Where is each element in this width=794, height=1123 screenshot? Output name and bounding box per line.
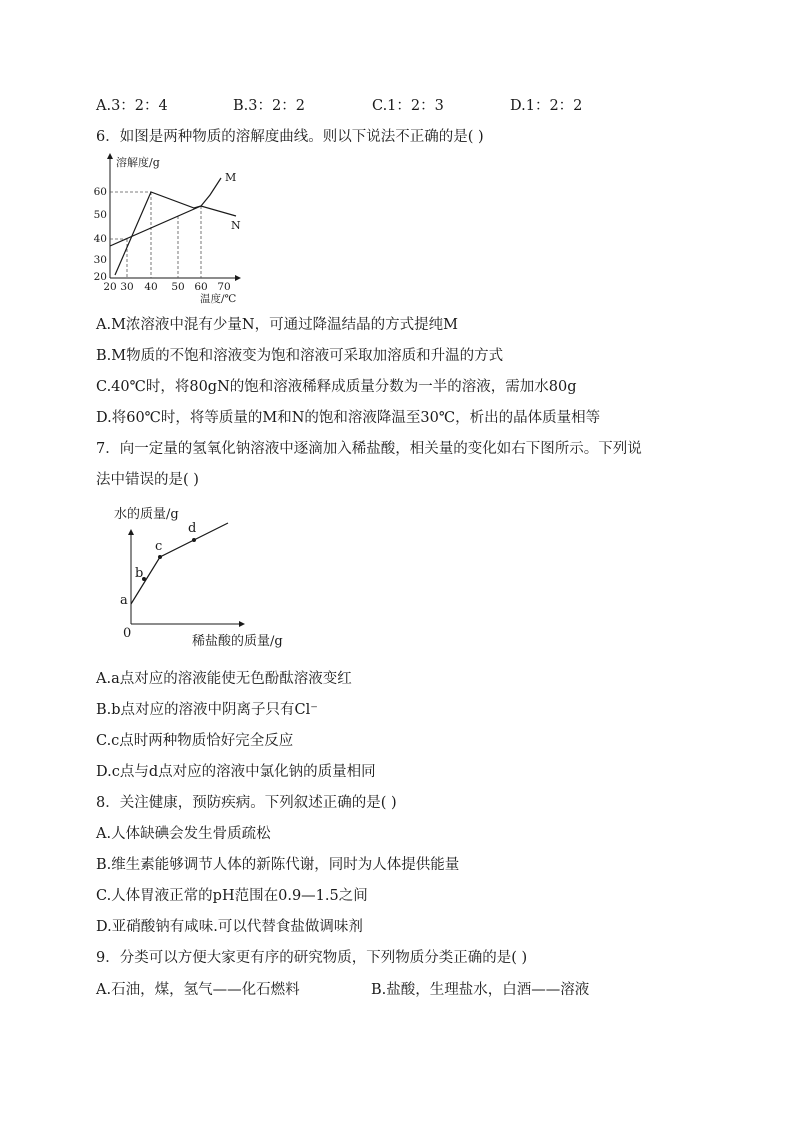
point-label-a: a xyxy=(120,593,128,608)
q7-option-d: D.c点与d点对应的溶液中氯化钠的质量相同 xyxy=(96,764,376,780)
q6-stem: 6．如图是两种物质的溶解度曲线。则以下说法不正确的是( ) xyxy=(96,129,484,145)
q7-option-b: B.b点对应的溶液中阴离子只有Cl⁻ xyxy=(96,702,318,718)
q7-option-c: C.c点时两种物质恰好完全反应 xyxy=(96,733,294,749)
point-label-c: c xyxy=(155,539,163,554)
y-axis-label: 溶解度/g xyxy=(116,156,160,169)
x-axis-label: 稀盐酸的质量/g xyxy=(192,634,283,649)
q7-stem-line2: 法中错误的是( ) xyxy=(96,472,199,488)
x-tick-70: 70 xyxy=(217,281,231,293)
series-label-m: M xyxy=(225,171,237,184)
x-tick-60: 60 xyxy=(194,281,208,293)
q7-stem-line1: 7．向一定量的氢氧化钠溶液中逐滴加入稀盐酸，相关量的变化如右下图所示。下列说 xyxy=(96,441,642,457)
origin-label: 0 xyxy=(123,626,132,641)
curve-m xyxy=(115,178,221,275)
q8-stem: 8．关注健康，预防疾病。下列叙述正确的是( ) xyxy=(96,795,397,811)
y-tick-20: 20 xyxy=(93,271,107,283)
q5-option-d: D.1：2：2 xyxy=(510,98,583,114)
point-c xyxy=(158,555,162,559)
q5-option-b: B.3：2：2 xyxy=(233,98,305,114)
solubility-chart xyxy=(88,150,258,310)
y-tick-40: 40 xyxy=(93,233,107,245)
q9-option-b: B.盐酸，生理盐水，白酒——溶液 xyxy=(371,982,590,998)
q6-option-a: A.M浓溶液中混有少量N，可通过降温结晶的方式提纯M xyxy=(96,317,458,333)
x-tick-20: 20 xyxy=(103,281,117,293)
x-tick-50: 50 xyxy=(171,281,185,293)
water-mass-chart xyxy=(108,500,328,650)
series-label-n: N xyxy=(231,219,241,232)
y-tick-50: 50 xyxy=(93,209,107,221)
q7-option-a: A.a点对应的溶液能使无色酚酞溶液变红 xyxy=(96,671,352,687)
point-d xyxy=(192,538,196,542)
q9-option-a: A.石油，煤，氢气——化石燃料 xyxy=(96,982,300,998)
q8-option-d: D.亚硝酸钠有咸味.可以代替食盐做调味剂 xyxy=(96,919,363,935)
curve-n xyxy=(110,206,236,246)
x-tick-40: 40 xyxy=(144,281,158,293)
q6-option-b: B.M物质的不饱和溶液变为饱和溶液可采取加溶质和升温的方式 xyxy=(96,348,504,364)
q5-option-c: C.1：2：3 xyxy=(372,98,444,114)
q6-option-c: C.40℃时，将80gN的饱和溶液稀释成质量分数为一半的溶液，需加水80g xyxy=(96,379,577,395)
q9-stem: 9．分类可以方便大家更有序的研究物质，下列物质分类正确的是( ) xyxy=(96,950,528,966)
y-tick-60: 60 xyxy=(93,186,107,198)
q8-option-a: A.人体缺碘会发生骨质疏松 xyxy=(96,826,271,842)
q5-option-a: A.3：2：4 xyxy=(96,98,168,114)
q8-option-c: C.人体胃液正常的pH范围在0.9—1.5之间 xyxy=(96,888,368,904)
point-label-b: b xyxy=(135,566,144,581)
point-label-d: d xyxy=(188,521,197,536)
q8-option-b: B.维生素能够调节人体的新陈代谢，同时为人体提供能量 xyxy=(96,857,460,873)
x-axis-label: 温度/℃ xyxy=(200,293,237,305)
y-axis-label: 水的质量/g xyxy=(114,507,179,522)
q6-option-d: D.将60℃时，将等质量的M和N的饱和溶液降温至30℃，析出的晶体质量相等 xyxy=(96,410,601,426)
x-tick-30: 30 xyxy=(120,281,134,293)
water-mass-line xyxy=(131,523,228,604)
y-tick-30: 30 xyxy=(93,254,107,266)
